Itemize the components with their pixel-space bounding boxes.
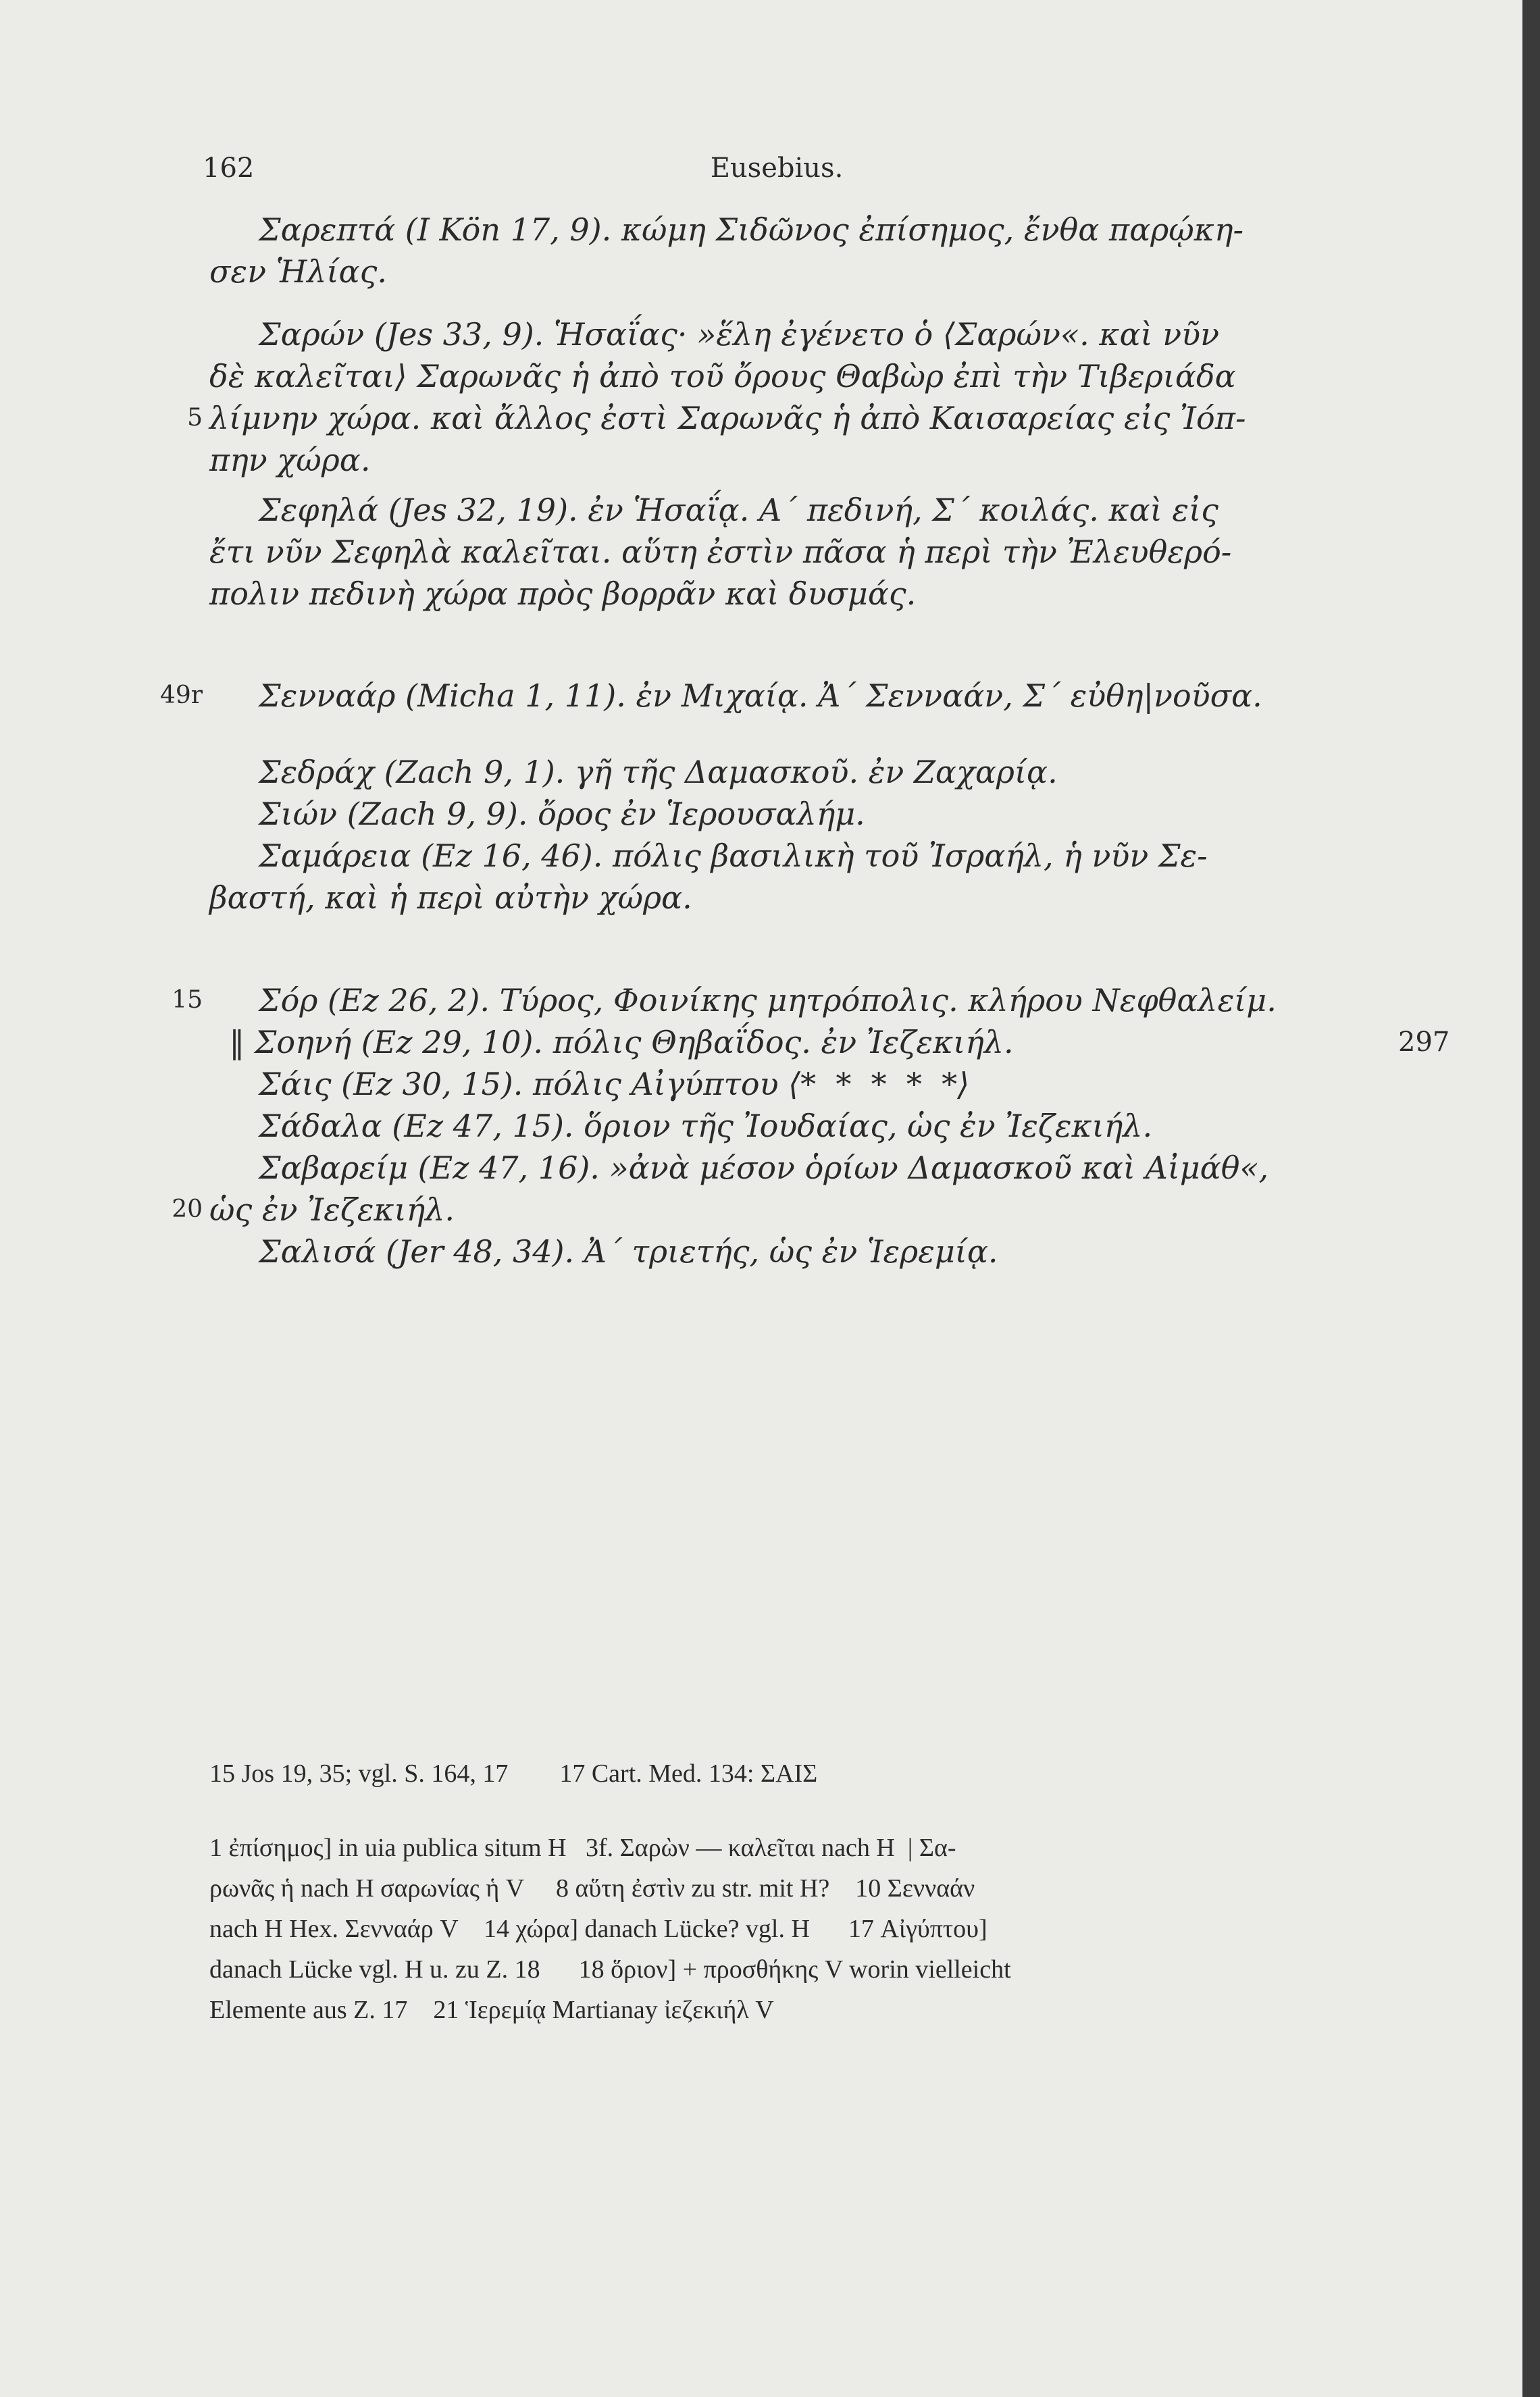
apparatus-line: ρωνᾶς ἡ nach H σαρωνίας ἡ V 8 αὕτη ἐστὶν zu str. mit H? 10 Σενναάν — [209, 1874, 975, 1903]
apparatus-line: Elemente aus Z. 17 21 Ἱερεμίᾳ Martianay ἰεζεκιήλ V — [209, 1996, 774, 2024]
line-number: 15 — [172, 986, 203, 1014]
text-line — [209, 490, 1385, 530]
text-line — [209, 573, 1385, 614]
text-line — [209, 1064, 1385, 1104]
text-line — [172, 1189, 1385, 1230]
text-line — [209, 209, 1385, 250]
margin-page-reference: 297 — [1398, 1027, 1450, 1058]
line-text: Σαρών (Jes 33, 9). Ἡσαΐας· »ἕλη ἐγένετο ὁ ⟨Σαρών«. καὶ νῦν — [209, 316, 1220, 353]
line-text: ὡς ἐν Ἰεζεκιήλ. — [209, 1191, 455, 1228]
text-line — [209, 532, 1385, 572]
line-text: Σεφηλά (Jes 32, 19). ἐν Ἡσαΐᾳ. Α΄ πεδινή, Σ΄ κοιλάς. καὶ εἰς — [209, 492, 1218, 528]
text-line — [209, 752, 1385, 792]
line-text: βαστή, καὶ ἡ περὶ αὐτὴν χώρα. — [209, 879, 692, 916]
page-number: 162 — [203, 153, 255, 184]
apparatus-line: 1 ἐπίσημος] in uia publica situm H 3f. Σαρὼν — καλεῖται nach H | Σα- — [209, 1834, 956, 1862]
text-line — [159, 675, 1385, 716]
text-line — [172, 980, 1385, 1021]
running-head: Eusebius. — [710, 153, 844, 184]
text-line — [209, 877, 1385, 918]
line-text: Σιών (Zach 9, 9). ὄρος ἐν Ἱερουσαλήμ. — [209, 796, 865, 832]
apparatus-line: nach H Hex. Σενναάρ V 14 χώρα] danach Lücke? vgl. H 17 Αἰγύπτου] — [209, 1915, 987, 1943]
line-text: πολιν πεδινὴ χώρα πρὸς βορρᾶν καὶ δυσμάς. — [209, 575, 917, 612]
line-text: ἔτι νῦν Σεφηλὰ καλεῖται. αὕτη ἐστὶν πᾶσα ἡ περὶ τὴν Ἐλευθερό- — [209, 534, 1232, 570]
folio-marker: 49r — [159, 681, 203, 709]
text-line — [187, 398, 1385, 438]
line-text: Σαβαρείμ (Ez 47, 16). »ἀνὰ μέσον ὁρίων Δαμασκοῦ καὶ Αἰμάθ«, — [209, 1150, 1269, 1186]
line-text: λίμνην χώρα. καὶ ἄλλος ἐστὶ Σαρωνᾶς ἡ ἀπὸ Καισαρείας εἰς Ἰόπ- — [209, 400, 1246, 436]
line-text: Σόρ (Ez 26, 2). Τύρος, Φοινίκης μητρόπολις. κλήρου Νεφθαλείμ. — [209, 982, 1277, 1019]
text-line — [209, 794, 1385, 834]
line-text: ‖ Σοηνή (Ez 29, 10). πόλις Θηβαΐδος. ἐν Ἰεζεκιήλ. — [209, 1024, 1014, 1060]
apparatus-line: 15 Jos 19, 35; vgl. S. 164, 17 17 Cart. Med. 134: ΣΑΙΣ — [209, 1759, 818, 1788]
text-line — [209, 835, 1385, 876]
line-text: σεν Ἡλίας. — [209, 253, 387, 290]
line-text: δὲ καλεῖται⟩ Σαρωνᾶς ἡ ἀπὸ τοῦ ὄρους Θαβὼρ ἐπὶ τὴν Τιβεριάδα — [209, 358, 1236, 394]
line-number: 5 — [187, 404, 203, 432]
line-text: πην χώρα. — [209, 442, 371, 478]
text-line — [209, 314, 1385, 355]
text-line — [209, 251, 1385, 292]
line-text: Σάδαλα (Ez 47, 15). ὅριον τῆς Ἰουδαίας, ὡς ἐν Ἰεζεκιήλ. — [209, 1108, 1153, 1144]
line-text: Σάις (Ez 30, 15). πόλις Αἰγύπτου ⟨* * * * *⟩ — [209, 1066, 970, 1102]
line-text: Σενναάρ (Micha 1, 11). ἐν Μιχαίᾳ. Ἀ΄ Σενναάν, Σ΄ εὐθη|νοῦσα. — [209, 677, 1262, 714]
text-line — [209, 1148, 1385, 1188]
apparatus-line: danach Lücke vgl. H u. zu Z. 18 18 ὅριον] + προσθήκης V worin vielleicht — [209, 1955, 1011, 1984]
text-line — [209, 1022, 1450, 1062]
line-text: Σαλισά (Jer 48, 34). Ἀ΄ τριετής, ὡς ἐν Ἱερεμίᾳ. — [209, 1233, 998, 1270]
text-line — [209, 1106, 1385, 1146]
page-header — [203, 153, 1351, 193]
page-edge — [1522, 0, 1540, 2397]
text-line — [209, 440, 1385, 480]
text-line — [209, 1231, 1385, 1272]
line-number: 20 — [172, 1195, 203, 1223]
line-text: Σεδράχ (Zach 9, 1). γῆ τῆς Δαμασκοῦ. ἐν Ζαχαρίᾳ. — [209, 754, 1058, 790]
line-text: Σαρεπτά (I Kön 17, 9). κώμη Σιδῶνος ἐπίσημος, ἔνθα παρῴκη- — [209, 211, 1244, 248]
line-text: Σαμάρεια (Ez 16, 46). πόλις βασιλικὴ τοῦ Ἰσραήλ, ἡ νῦν Σε- — [209, 837, 1208, 874]
text-line — [209, 356, 1385, 396]
